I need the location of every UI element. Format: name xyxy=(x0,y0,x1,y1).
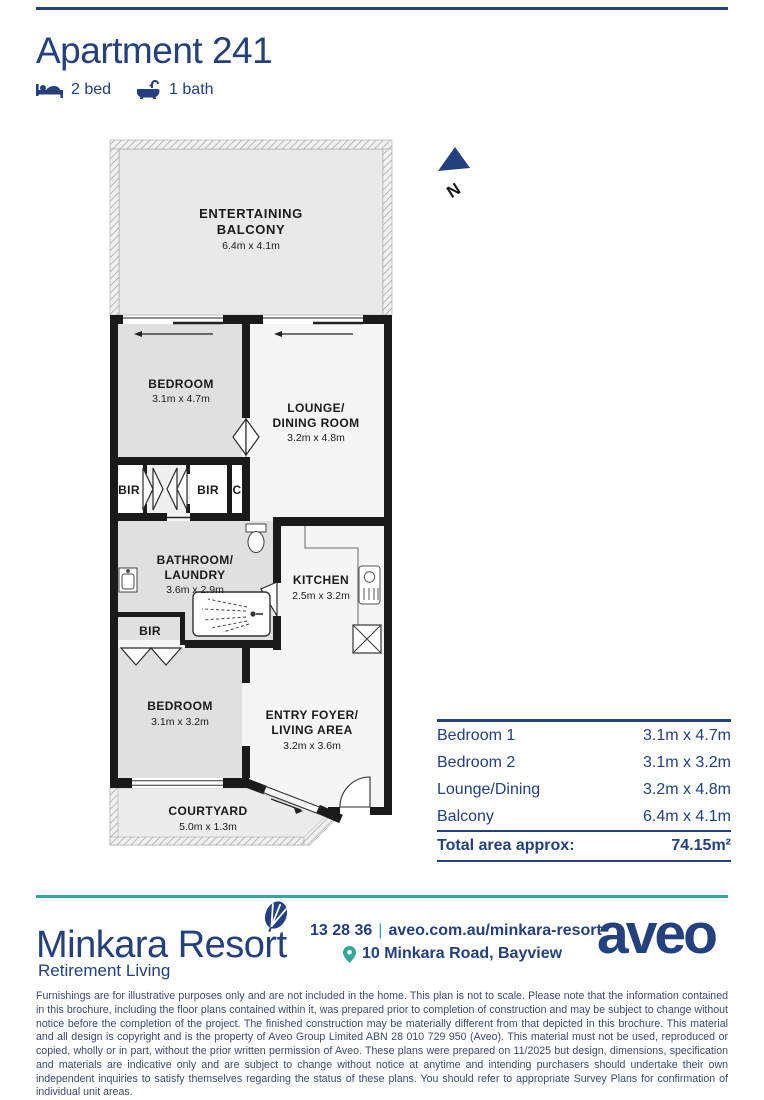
courtyard-label: COURTYARD xyxy=(168,804,248,818)
table-row xyxy=(437,776,731,803)
brand-tagline: Retirement Living xyxy=(38,961,171,980)
bedroom1-dims: 3.1m x 4.7m xyxy=(152,393,210,405)
row-label: Bedroom 2 xyxy=(437,753,516,771)
bathroom-dims: 3.6m x 2.9m xyxy=(166,584,224,596)
bed-label: 2 bed xyxy=(71,81,112,98)
courtyard-window xyxy=(132,778,223,788)
location-pin-icon xyxy=(343,946,356,963)
total-value: 74.15m² xyxy=(671,837,731,854)
row-label: Bedroom 1 xyxy=(437,726,516,744)
balcony-label-1: ENTERTAINING xyxy=(199,206,303,221)
bed-spec xyxy=(36,81,111,99)
lounge-label-2: DINING ROOM xyxy=(272,416,360,430)
total-label: Total area approx: xyxy=(437,837,575,854)
brand-name: Minkara Resort xyxy=(36,924,287,966)
table-row xyxy=(437,803,731,830)
balcony-label-2: BALCONY xyxy=(216,222,286,237)
bed-icon xyxy=(36,81,63,99)
website-url: aveo.com.au/minkara-resort xyxy=(388,922,602,939)
bedroom2-label: BEDROOM xyxy=(147,699,213,713)
bir3-label: BIR xyxy=(139,624,161,638)
spec-row xyxy=(36,80,214,100)
row-value: 3.1m x 4.7m xyxy=(642,726,731,744)
row-value: 6.4m x 4.1m xyxy=(642,807,731,825)
top-divider-line xyxy=(36,7,728,10)
entry-label-1: ENTRY FOYER/ xyxy=(265,708,359,722)
table-bottom-rule xyxy=(437,860,731,862)
bathroom-label-1: BATHROOM/ xyxy=(156,553,234,567)
disclaimer-text: Furnishings are for illustrative purposes only and are not included in the home. This plan is not to scale. Please note that the information contained in this brochure, including the floor plans contained within it, was prepared prior to completion of construction and may be subject to change without notice before the completion of the project. The finished construction may be materially different from that depicted in this brochure. This material and all design is copyright and is the property of Aveo Group Limited ABN 28 010 729 950 (Aveo). This material must not be used, reproduced or copied, wholly or in part, without the prior written permission of Aveo. These plans were prepared on 11/2025 but design, dimensions, specification and materials are indicative only and are subject to change without notice at anytime and intending purchasers should undertake their own independent inquiries to satisfy themselves regarding the status of these plans. You should refer to appropriate Survey Plans for confirmation of individual unit areas. xyxy=(36,990,728,1099)
table-row xyxy=(437,722,731,749)
entry-label-2: LIVING AREA xyxy=(271,723,353,737)
contact-line2 xyxy=(310,945,595,963)
lounge-label-1: LOUNGE/ xyxy=(287,401,345,415)
contact-block xyxy=(310,922,602,963)
table-row xyxy=(437,749,731,776)
table-total-row xyxy=(437,832,731,860)
north-arrow xyxy=(438,147,470,202)
balcony-dims: 6.4m x 4.1m xyxy=(222,240,280,252)
bedroom2-dims: 3.1m x 3.2m xyxy=(151,716,209,728)
cupboard-label: C xyxy=(232,483,242,497)
row-value: 3.1m x 3.2m xyxy=(642,753,731,771)
contact-line1 xyxy=(310,922,602,940)
bir2-label: BIR xyxy=(197,483,219,497)
bedroom1-label: BEDROOM xyxy=(148,377,214,391)
bath-icon xyxy=(137,80,161,100)
bathroom-label-2: LAUNDRY xyxy=(164,568,226,582)
laundry-tub xyxy=(119,568,137,592)
aveo-logo: aveo xyxy=(597,902,715,966)
row-value: 3.2m x 4.8m xyxy=(642,780,731,798)
bath-spec xyxy=(137,80,213,100)
contact-separator: | xyxy=(378,922,383,939)
phone-number: 13 28 36 xyxy=(310,922,373,939)
area-summary-table xyxy=(437,719,731,862)
lounge-dims: 3.2m x 4.8m xyxy=(287,432,345,444)
courtyard-dims: 5.0m x 1.3m xyxy=(179,821,237,833)
bath-label: 1 bath xyxy=(169,81,214,98)
floor-plan xyxy=(95,138,485,853)
north-label: N xyxy=(443,179,464,202)
kitchen-dims: 2.5m x 3.2m xyxy=(292,590,350,602)
footer-divider-line xyxy=(36,895,728,898)
street-address: 10 Minkara Road, Bayview xyxy=(361,945,563,962)
bir1-label: BIR xyxy=(118,483,140,497)
page-title: Apartment 241 xyxy=(36,30,273,71)
row-label: Lounge/Dining xyxy=(437,780,541,798)
row-label: Balcony xyxy=(437,807,494,825)
shower xyxy=(193,592,270,636)
entry-dims: 3.2m x 3.6m xyxy=(283,740,341,752)
kitchen-label: KITCHEN xyxy=(292,573,350,587)
toilet xyxy=(246,524,266,553)
